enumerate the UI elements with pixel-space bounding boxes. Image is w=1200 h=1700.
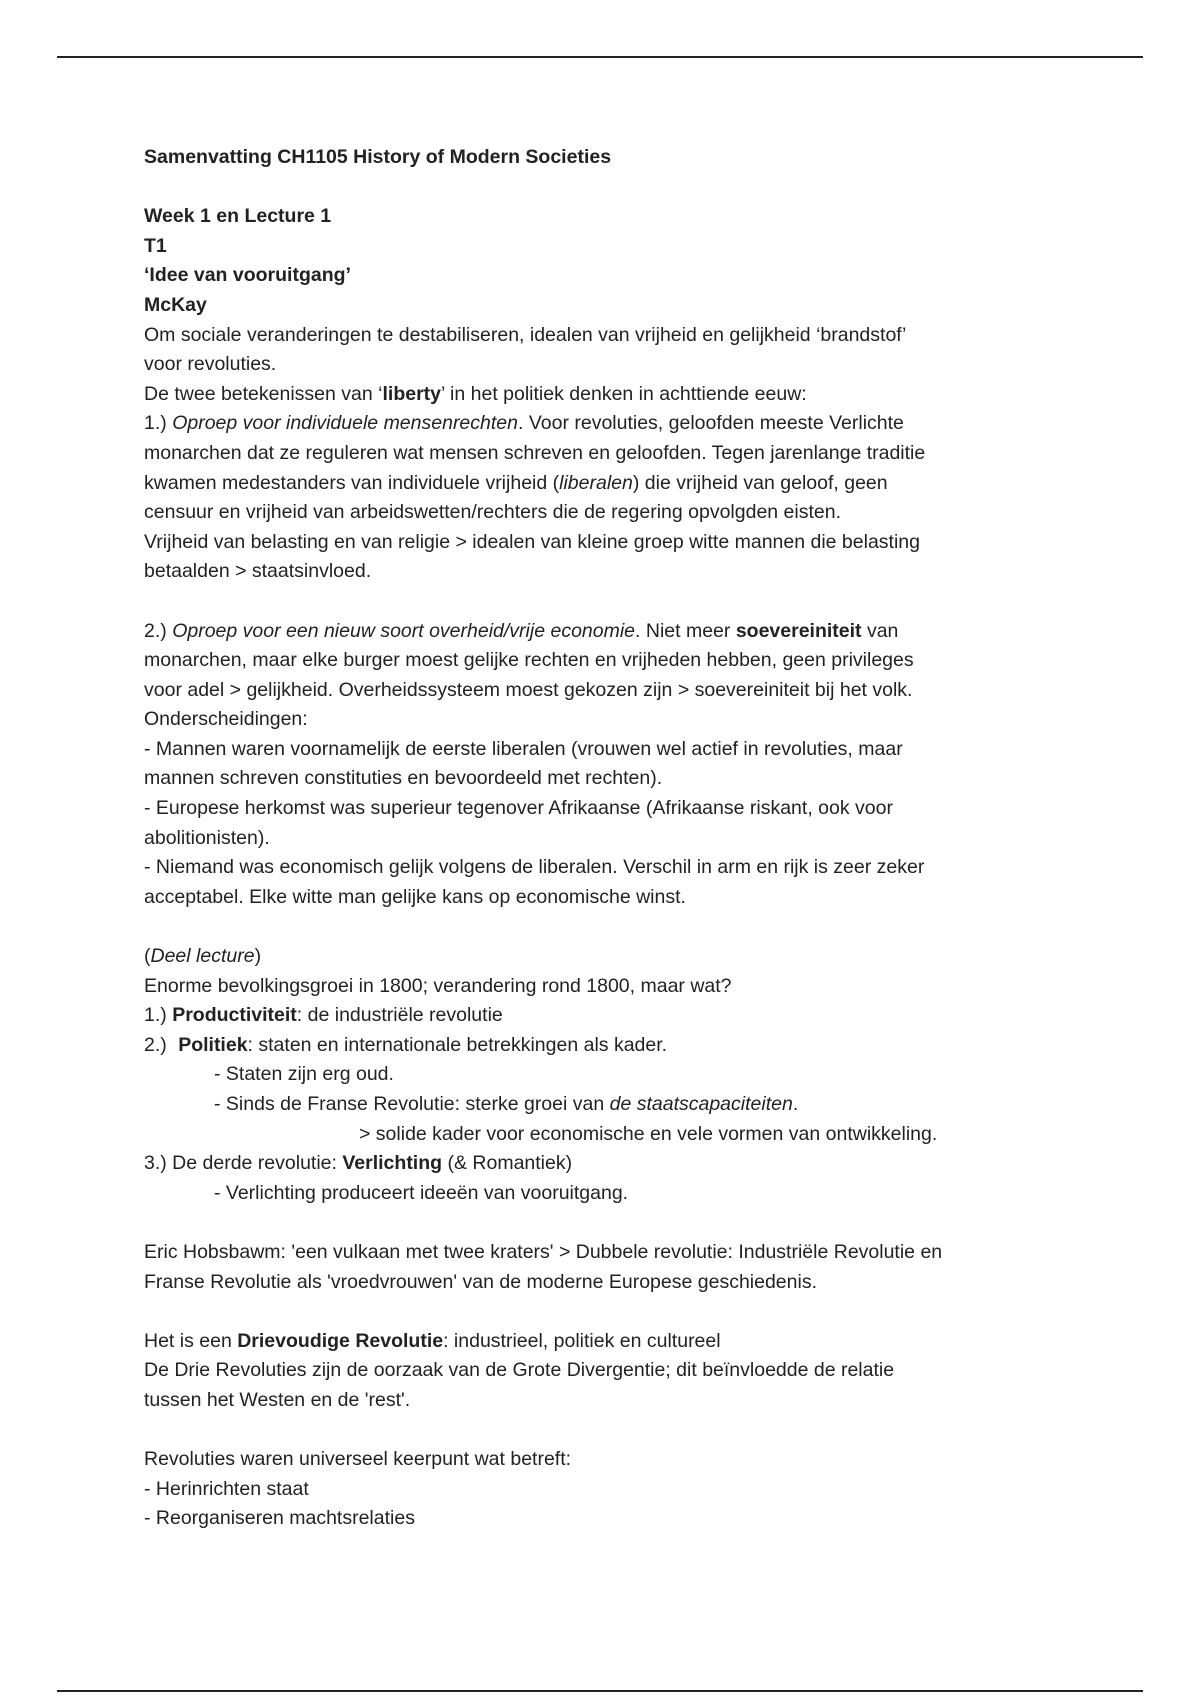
list-item: 3.) De derde revolutie: Verlichting (& Romantiek) <box>144 1152 573 1175</box>
sub-sub-list-item: > solide kader voor economische en vele vormen van ontwikkeling. <box>359 1122 938 1145</box>
paragraph-line: Franse Revolutie als 'vroedvrouwen' van de moderne Europese geschiedenis. <box>144 1270 817 1293</box>
document-body <box>144 143 1104 1534</box>
paragraph-line: acceptabel. Elke witte man gelijke kans op economische winst. <box>144 885 686 908</box>
top-rule <box>57 56 1143 58</box>
paragraph-line: betaalden > staatsinvloed. <box>144 560 372 583</box>
document-title: Samenvatting CH1105 History of Modern Societies <box>144 146 612 168</box>
paragraph-line: De twee betekenissen van ‘liberty’ in het politiek denken in achttiende eeuw: <box>144 382 807 405</box>
paragraph-line: monarchen dat ze reguleren wat mensen schreven en geloofden. Tegen jarenlange traditie <box>144 441 926 464</box>
bottom-rule <box>57 1690 1143 1692</box>
paragraph-line: Enorme bevolkingsgroei in 1800; verandering rond 1800, maar wat? <box>144 974 732 997</box>
list-item: - Mannen waren voornamelijk de eerste liberalen (vrouwen wel actief in revoluties, maar <box>144 737 903 760</box>
paragraph-line: Eric Hobsbawm: 'een vulkaan met twee kraters' > Dubbele revolutie: Industriële Revolutie en <box>144 1240 943 1263</box>
list-item: - Europese herkomst was superieur tegenover Afrikaanse (Afrikaanse riskant, ook voor <box>144 797 893 820</box>
paragraph-line: voor adel > gelijkheid. Overheidssysteem moest gekozen zijn > soevereiniteit bij het volk. <box>144 678 913 701</box>
t1-heading: T1 <box>144 234 167 257</box>
paragraph-line: censuur en vrijheid van arbeidswetten/rechters die de regering opvolgden eisten. <box>144 501 842 524</box>
paragraph-line: monarchen, maar elke burger moest gelijke rechten en vrijheden hebben, geen privileges <box>144 649 914 672</box>
paragraph-line: Revoluties waren universeel keerpunt wat betreft: <box>144 1448 572 1471</box>
paragraph-line: 1.) Oproep voor individuele mensenrechten. Voor revoluties, geloofden meeste Verlichte <box>144 412 904 435</box>
paragraph-line: De Drie Revoluties zijn de oorzaak van de Grote Divergentie; dit beïnvloedde de relatie <box>144 1359 895 1382</box>
sub-list-item: - Staten zijn erg oud. <box>214 1063 394 1086</box>
paragraph-line: kwamen medestanders van individuele vrijheid (liberalen) die vrijheid van geloof, geen <box>144 471 888 494</box>
author-heading: McKay <box>144 293 207 316</box>
paragraph-line: 2.) Oproep voor een nieuw soort overheid/vrije economie. Niet meer soevereiniteit van <box>144 619 899 642</box>
week-heading: Week 1 en Lecture 1 <box>144 205 332 228</box>
paragraph-line: Vrijheid van belasting en van religie > idealen van kleine groep witte mannen die belasting <box>144 530 920 553</box>
paragraph-line: voor revoluties. <box>144 353 277 376</box>
list-item: - Herinrichten staat <box>144 1477 309 1500</box>
list-item: - Reorganiseren machtsrelaties <box>144 1507 415 1530</box>
sub-list-item: - Sinds de Franse Revolutie: sterke groei van de staatscapaciteiten. <box>214 1093 799 1115</box>
paragraph-line: tussen het Westen en de 'rest'. <box>144 1388 411 1411</box>
sub-list-item: - Verlichting produceert ideeën van vooruitgang. <box>214 1181 629 1204</box>
paragraph-line: Onderscheidingen: <box>144 708 308 731</box>
paragraph-line: Om sociale veranderingen te destabiliseren, idealen van vrijheid en gelijkheid ‘brandstof’ <box>144 323 907 346</box>
paragraph-line: Het is een Drievoudige Revolutie: industrieel, politiek en cultureel <box>144 1329 721 1352</box>
lecture-note: (Deel lecture) <box>144 945 262 968</box>
list-item: - Niemand was economisch gelijk volgens de liberalen. Verschil in arm en rijk is zeer zeker <box>144 856 925 879</box>
list-item: 1.) Productiviteit: de industriële revolutie <box>144 1004 503 1027</box>
paragraph-line: abolitionisten). <box>144 826 270 849</box>
paragraph-line: mannen schreven constituties en bevoordeeld met rechten). <box>144 767 663 790</box>
list-item: 2.) Politiek: staten en internationale betrekkingen als kader. <box>144 1033 668 1056</box>
idea-heading: ‘Idee van vooruitgang’ <box>144 264 351 287</box>
